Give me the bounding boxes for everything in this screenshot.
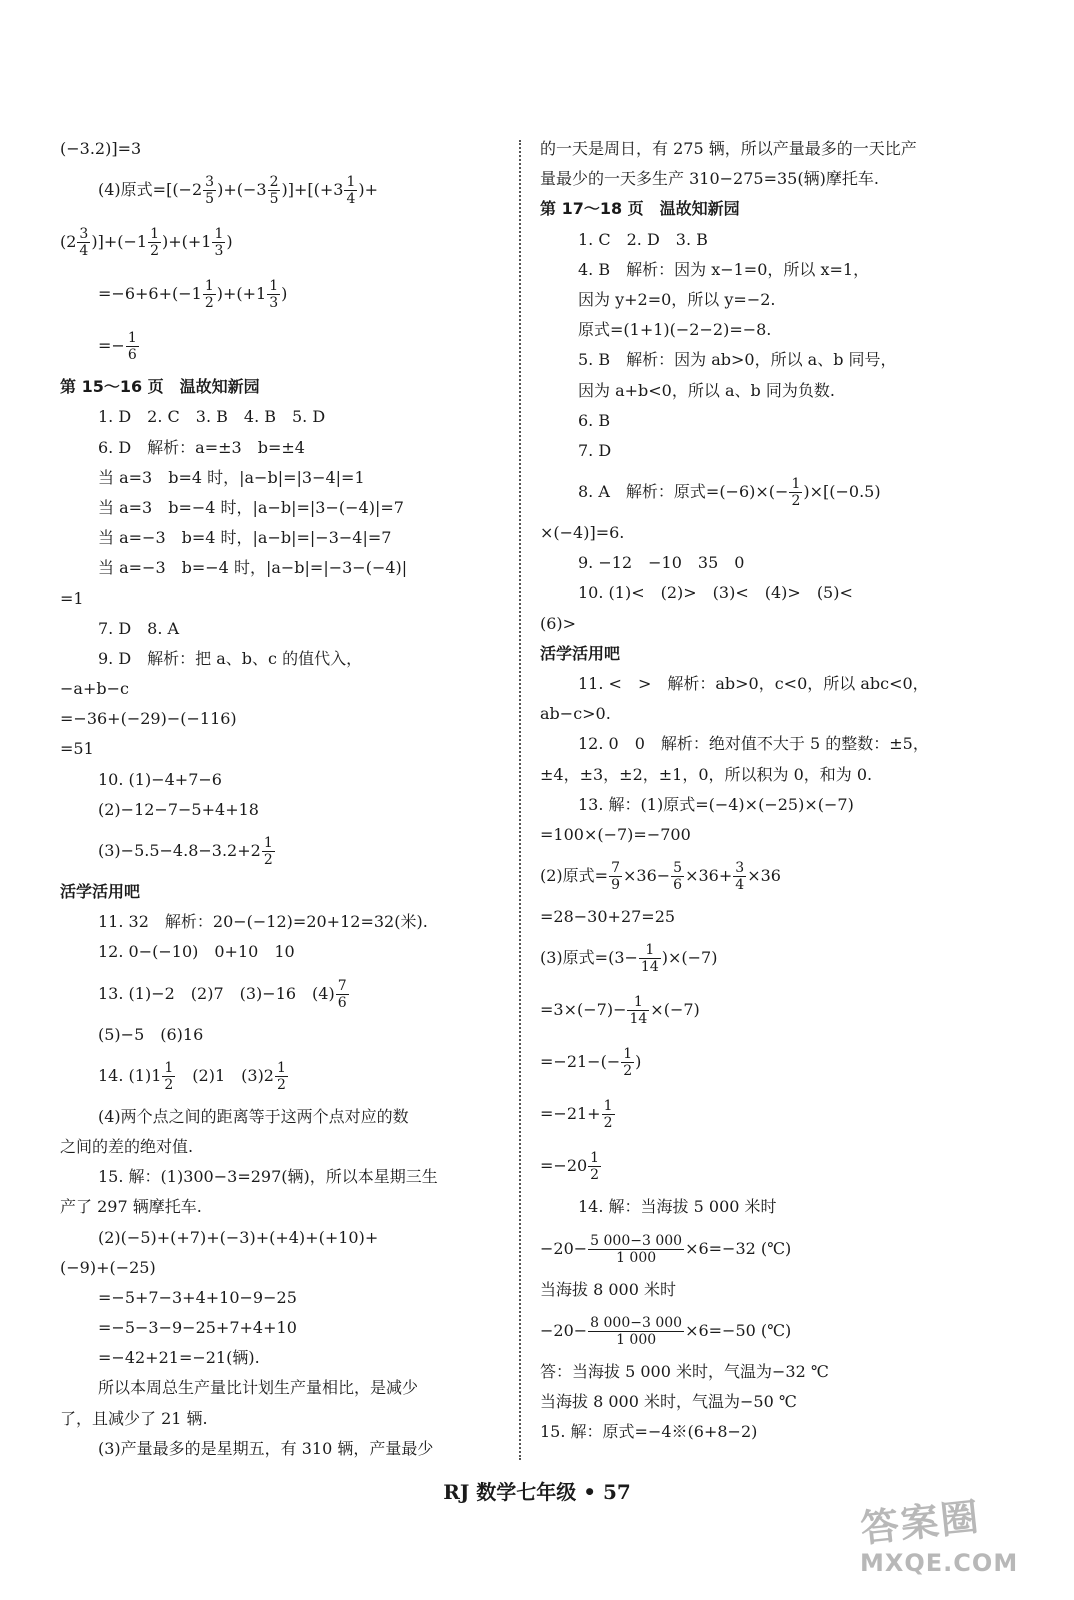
fraction: $\frac{1}{2}$ bbox=[277, 1059, 286, 1093]
answer-line: =100×(−7)=−700 bbox=[540, 824, 691, 844]
answer-line: (2)−12−7−5+4+18 bbox=[98, 799, 259, 819]
fraction: $\frac{8 000-3 000}{1 000}$ bbox=[590, 1314, 683, 1348]
answer-line: 1. C 2. D 3. B bbox=[578, 229, 708, 249]
text-line: (4)原式=[(−2 $\frac{3}{5}$ )+(−3 $\frac{2}{5}$ )]+[(+3 $\frac{1}{4}$ )+ bbox=[98, 174, 379, 208]
watermark-cn: 答案圈 bbox=[858, 1494, 983, 1551]
answer-line: 15. 解：原式=−4※(6+8−2) bbox=[540, 1422, 758, 1442]
answer-line: 6. D 解析：a=±3 b=±4 bbox=[98, 437, 305, 457]
answer-line: (4)两个点之间的距离等于这两个点对应的数 bbox=[98, 1106, 409, 1126]
answer-line: ±4，±3，±2，±1，0，所以积为 0，和为 0. bbox=[540, 764, 873, 784]
right-column bbox=[540, 134, 1010, 1447]
answer-line: (3)−5.5−4.8−3.2+2 $\frac{1}{2}$ bbox=[98, 835, 273, 868]
answer-line: 当海拔 8 000 米时 bbox=[540, 1279, 676, 1299]
answer-line: 12. 0 0 解析：绝对值不大于 5 的整数：±5， bbox=[578, 734, 929, 754]
answer-line: =3×(−7)− $\frac{1}{14}$ ×(−7) bbox=[540, 994, 700, 1028]
answer-line: 原式=(1+1)(−2−2)=−8. bbox=[578, 320, 772, 340]
fraction: $\frac{7}{6}$ bbox=[337, 977, 347, 1011]
answer-line: ×(−4)]=6. bbox=[540, 523, 625, 543]
answer-line: −a+b−c bbox=[60, 679, 129, 699]
fraction: $\frac{1}{2}$ bbox=[204, 278, 214, 312]
answer-line: =−42+21=−21(辆). bbox=[98, 1348, 260, 1368]
answer-line: =−21−(− $\frac{1}{2}$ ) bbox=[540, 1046, 642, 1080]
fraction: $\frac{1}{14}$ bbox=[629, 994, 648, 1028]
text-line: 量最少的一天多生产 310−275=35(辆)摩托车. bbox=[540, 169, 879, 189]
answer-line: 之间的差的绝对值. bbox=[60, 1136, 194, 1156]
answer-line: =51 bbox=[60, 739, 94, 759]
answer-line: 产了 297 辆摩托车. bbox=[60, 1197, 202, 1217]
fraction: $\frac{1}{2}$ bbox=[623, 1046, 633, 1080]
fraction: $\frac{1}{3}$ bbox=[269, 278, 279, 312]
answer-line: 答：当海拔 5 000 米时，气温为−32 ℃ bbox=[540, 1361, 829, 1381]
answer-line: =28−30+27=25 bbox=[540, 907, 676, 927]
fraction: $\frac{2}{5}$ bbox=[269, 174, 279, 208]
answer-line: =−20 $\frac{1}{2}$ bbox=[540, 1150, 600, 1184]
answer-line: 9. −12 −10 35 0 bbox=[578, 553, 745, 573]
fraction: $\frac{3}{5}$ bbox=[205, 174, 215, 208]
answer-line: 10. (1)< (2)> (3)< (4)> (5)< bbox=[578, 583, 853, 603]
answer-line: 了，且减少了 21 辆. bbox=[60, 1408, 208, 1428]
fraction: $\frac{1}{4}$ bbox=[346, 174, 356, 208]
section-heading: 活学活用吧 bbox=[540, 643, 621, 663]
answer-line: 当海拔 8 000 米时，气温为−50 ℃ bbox=[540, 1391, 797, 1411]
answer-line: (5)−5 (6)16 bbox=[98, 1024, 204, 1044]
fraction: $\frac{1}{6}$ bbox=[127, 330, 137, 364]
text-line: (2 $\frac{3}{4}$ )]+(−1 $\frac{1}{2}$ )+(+1 $\frac{1}{3}$ ) bbox=[60, 226, 233, 260]
answer-line: (3)产量最多的是星期五，有 310 辆，产量最少 bbox=[98, 1438, 434, 1458]
answer-line: 因为 a+b<0，所以 a、b 同为负数. bbox=[578, 380, 835, 400]
answer-line: 14. (1)1 $\frac{1}{2}$ (2)1 (3)2 $\frac{1}{2}$ bbox=[98, 1059, 286, 1093]
answer-line: (2)(−5)+(+7)+(−3)+(+4)+(+10)+ bbox=[98, 1227, 379, 1247]
answer-line: 8. A 解析：原式=(−6)×(− $\frac{1}{2}$ )×[(−0.5) bbox=[578, 476, 881, 510]
answer-line: (3)原式=(3− $\frac{1}{14}$ )×(−7) bbox=[540, 942, 718, 976]
answer-line: (6)> bbox=[540, 613, 577, 633]
answer-line: (−9)+(−25) bbox=[60, 1257, 156, 1277]
answer-line: 10. (1)−4+7−6 bbox=[98, 769, 222, 789]
watermark-logo bbox=[860, 1488, 1050, 1588]
fraction: $\frac{1}{2}$ bbox=[150, 226, 159, 260]
answer-line: 9. D 解析：把 a、b、c 的值代入， bbox=[98, 648, 363, 668]
answer-line: 13. 解：(1)原式=(−4)×(−25)×(−7) bbox=[578, 794, 854, 814]
answer-line: 11. 32 解析：20−(−12)=20+12=32(米). bbox=[98, 912, 428, 932]
fraction: $\frac{1}{2}$ bbox=[603, 1098, 613, 1132]
section-heading: 第 17～18 页 温故知新园 bbox=[540, 199, 740, 219]
answer-line: 当 a=3 b=−4 时，|a−b|=|3−(−4)|=7 bbox=[98, 497, 404, 517]
section-heading: 第 15～16 页 温故知新园 bbox=[60, 377, 260, 397]
fraction: $\frac{1}{2}$ bbox=[791, 476, 801, 510]
answer-line: 13. (1)−2 (2)7 (3)−16 (4) $\frac{7}{6}$ bbox=[98, 977, 347, 1011]
fraction: $\frac{5}{6}$ bbox=[673, 860, 683, 894]
section-heading: 活学活用吧 bbox=[60, 882, 141, 901]
fraction: $\frac{5 000-3 000}{1 000}$ bbox=[590, 1232, 683, 1266]
fraction: $\frac{1}{14}$ bbox=[640, 942, 659, 976]
fraction: $\frac{1}{2}$ bbox=[263, 835, 273, 868]
answer-line: 因为 y+2=0，所以 y=−2. bbox=[578, 289, 776, 309]
answer-line: =1 bbox=[60, 588, 84, 608]
answer-line: =−5+7−3+4+10−9−25 bbox=[98, 1287, 297, 1307]
answer-line: 当 a=−3 b=4 时，|a−b|=|−3−4|=7 bbox=[98, 528, 392, 548]
answer-line: =−5−3−9−25+7+4+10 bbox=[98, 1318, 297, 1338]
column-divider bbox=[519, 140, 521, 1460]
page-footer: RJ 数学七年级 • 57 bbox=[443, 1480, 631, 1504]
answer-line: 11. < > 解析：ab>0，c<0，所以 abc<0， bbox=[578, 674, 929, 693]
fraction: $\frac{3}{4}$ bbox=[79, 226, 89, 260]
answer-line: −20− $\frac{5 000-3 000}{1 000}$ ×6=−32 (℃) bbox=[540, 1232, 792, 1266]
answer-line: 6. B bbox=[578, 410, 611, 430]
answer-line: 7. D 8. A bbox=[98, 618, 180, 638]
text-line: =−6+6+(−1 $\frac{1}{2}$ )+(+1 $\frac{1}{3}$ ) bbox=[98, 278, 288, 312]
answer-line: ab−c>0. bbox=[540, 704, 611, 724]
watermark-en: MXQE.COM bbox=[860, 1549, 1019, 1577]
answer-line: (2)原式= $\frac{7}{9}$ ×36− $\frac{5}{6}$ ×36+ $\frac{3}{4}$ ×36 bbox=[540, 860, 781, 894]
fraction: $\frac{1}{3}$ bbox=[214, 226, 224, 260]
answer-line: 12. 0−(−10) 0+10 10 bbox=[98, 942, 295, 962]
fraction: $\frac{1}{2}$ bbox=[590, 1150, 600, 1184]
left-column bbox=[60, 134, 500, 1464]
fraction: $\frac{1}{2}$ bbox=[164, 1059, 174, 1093]
answer-line: 7. D bbox=[578, 440, 612, 460]
answer-line: =−21+ $\frac{1}{2}$ bbox=[540, 1098, 613, 1132]
text-line: =− $\frac{1}{6}$ bbox=[98, 330, 137, 364]
answer-line: 5. B 解析：因为 ab>0，所以 a、b 同号， bbox=[578, 350, 897, 370]
fraction: $\frac{7}{9}$ bbox=[611, 860, 620, 894]
answer-line: 4. B 解析：因为 x−1=0，所以 x=1， bbox=[578, 259, 870, 279]
text-line: (−3.2)]=3 bbox=[60, 139, 142, 158]
answer-line: =−36+(−29)−(−116) bbox=[60, 709, 237, 729]
answer-line: 15. 解：(1)300−3=297(辆)，所以本星期三生 bbox=[98, 1167, 438, 1187]
answer-line: −20− $\frac{8 000-3 000}{1 000}$ ×6=−50 (℃) bbox=[540, 1314, 792, 1348]
fraction: $\frac{3}{4}$ bbox=[735, 860, 745, 894]
answer-line: 14. 解：当海拔 5 000 米时 bbox=[578, 1197, 777, 1217]
text-line: 的一天是周日，有 275 辆，所以产量最多的一天比产 bbox=[540, 139, 917, 158]
answer-line: 当 a=−3 b=−4 时，|a−b|=|−3−(−4)| bbox=[98, 558, 408, 578]
answer-line: 所以本周总生产量比计划生产量相比，是减少 bbox=[98, 1378, 419, 1398]
answer-line: 当 a=3 b=4 时，|a−b|=|3−4|=1 bbox=[98, 467, 365, 487]
answer-line: 1. D 2. C 3. B 4. B 5. D bbox=[98, 407, 326, 427]
